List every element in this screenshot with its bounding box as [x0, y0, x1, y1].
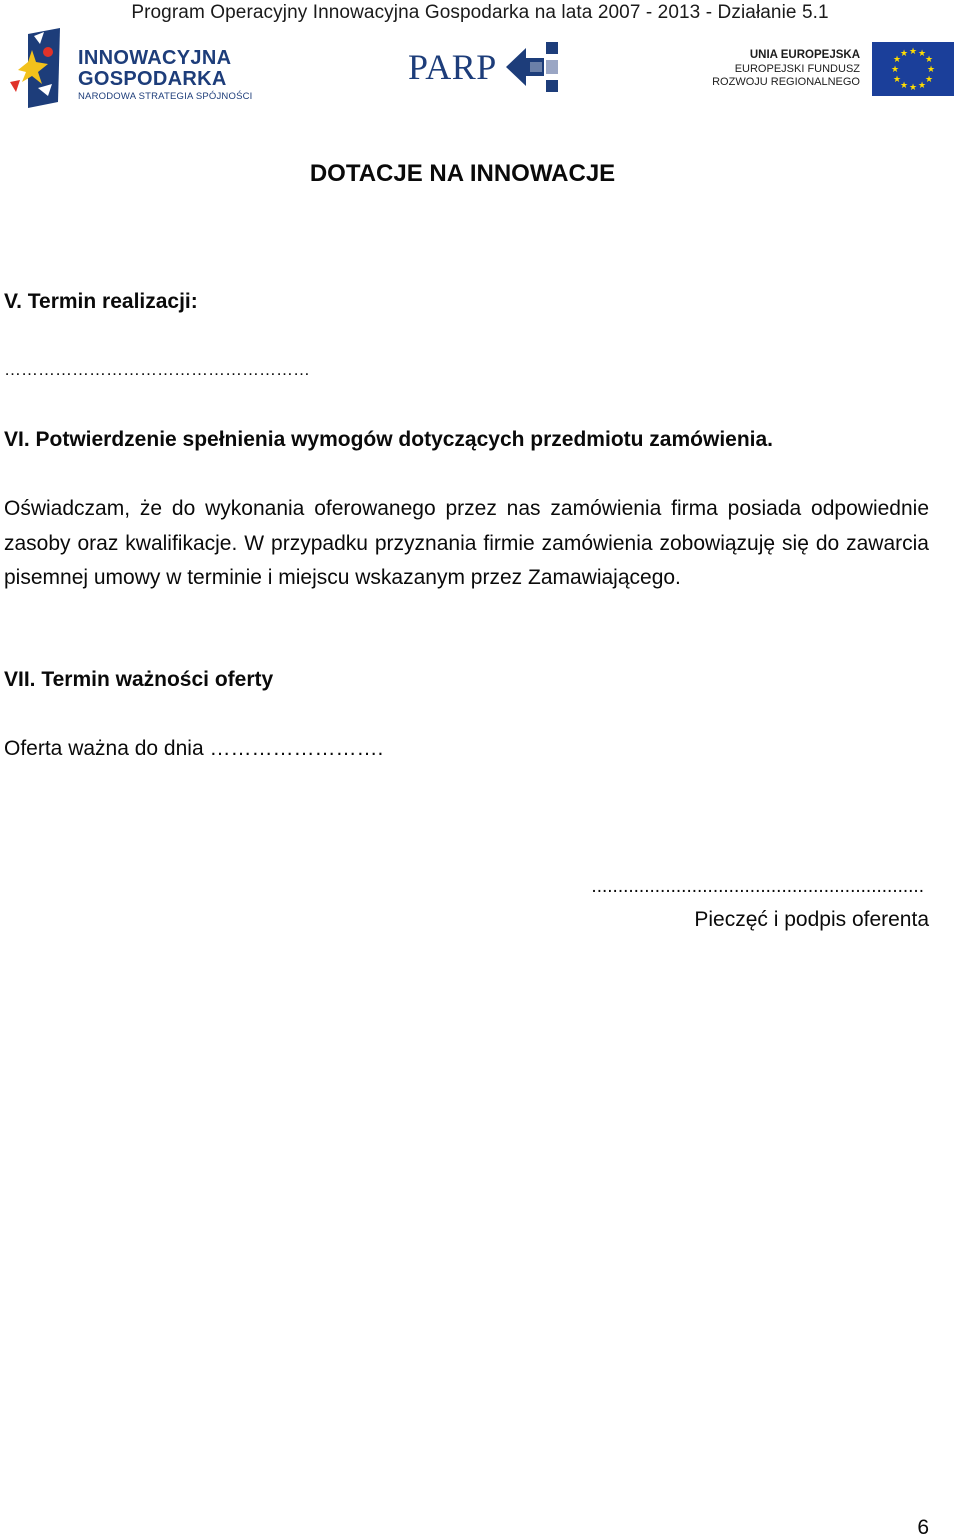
document-title: DOTACJE NA INNOWACJE [309, 160, 616, 187]
svg-text:★: ★ [908, 83, 918, 93]
section-vi-heading: VI. Potwierdzenie spełnienia wymogów dotyczących przedmiotu zamówienia. [4, 428, 774, 451]
svg-text:★: ★ [917, 49, 927, 59]
logo-innowacyjna-line1: INNOWACYJNA [78, 47, 232, 69]
signature-label: Pieczęć i podpis oferenta [694, 908, 929, 931]
declaration-paragraph: Oświadczam, że do wykonania oferowanego przez nas zamówienia firma posiada odpowiednie zasoby oraz kwalifikacje. W przypadku przyznania firmie zamówienia zobowiązuję się do zawarcia pisemnej umowy w terminie i miejscu wskazanym przez Zamawiającego. [4, 497, 929, 589]
svg-text:★: ★ [908, 47, 918, 57]
svg-text:★: ★ [892, 75, 902, 85]
innowacyjna-star-icon [8, 26, 74, 110]
parp-logo-text: PARP [408, 47, 497, 87]
innowacyjna-gospodarka-logo [8, 26, 268, 110]
svg-text:★: ★ [899, 81, 909, 91]
parp-logo [408, 40, 568, 96]
header-program-line: Program Operacyjny Innowacyjna Gospodarka na lata 2007 - 2013 - Działanie 5.1 [131, 2, 829, 23]
svg-text:★: ★ [926, 65, 936, 75]
eu-logo-line3: ROZWOJU REGIONALNEGO [712, 76, 860, 88]
parp-arrow-icon [506, 40, 566, 94]
svg-text:★: ★ [924, 55, 934, 65]
svg-text:★: ★ [917, 81, 927, 91]
page-number: 6 [917, 1516, 929, 1539]
svg-text:★: ★ [892, 55, 902, 65]
logo-innowacyjna-line2: GOSPODARKA [78, 68, 227, 90]
section-v-heading: V. Termin realizacji: [4, 290, 198, 313]
eu-flag-icon [872, 42, 954, 96]
realization-date-placeholder: ……………………………………………… [4, 360, 310, 379]
svg-text:★: ★ [924, 75, 934, 85]
signature-line: ............................................................... [591, 876, 924, 897]
svg-text:★: ★ [890, 65, 900, 75]
section-vii-heading: VII. Termin ważności oferty [4, 668, 274, 691]
logo-innowacyjna-line3: NARODOWA STRATEGIA SPÓJNOŚCI [78, 91, 253, 102]
eu-logo [712, 40, 956, 98]
eu-logo-line1: UNIA EUROPEJSKA [749, 49, 860, 61]
offer-validity-text: Oferta ważna do dnia ……………………. [4, 737, 384, 760]
svg-text:★: ★ [899, 49, 909, 59]
eu-logo-line2: EUROPEJSKI FUNDUSZ [734, 63, 860, 75]
